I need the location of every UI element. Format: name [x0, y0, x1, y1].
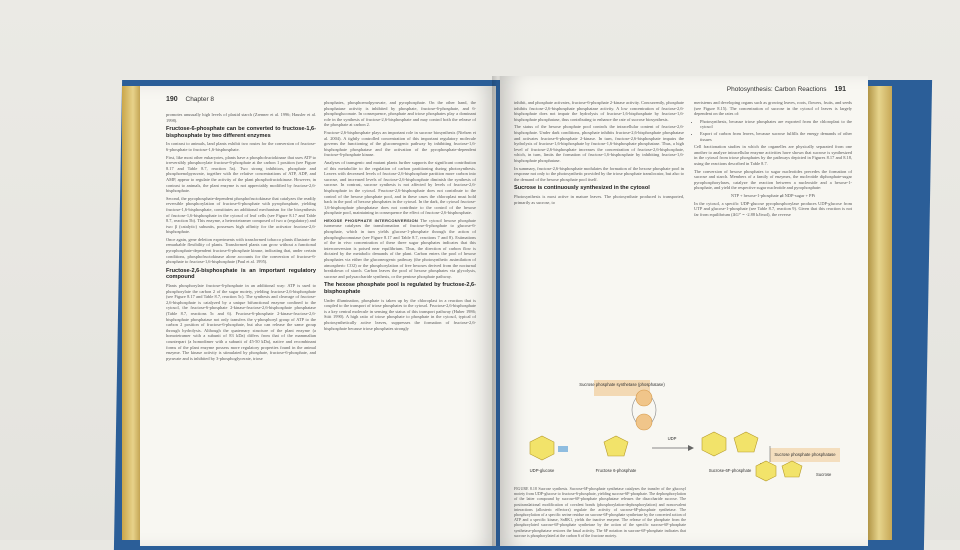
- udp-label: UDP: [667, 436, 677, 441]
- left-page: [140, 86, 496, 546]
- paragraph: Cell fractionation studies in which the organelles are physically separated from one another to analyze intracellular enzyme activities have shown that sucrose is synthesized in the cytosol from triose phosphates by the pathways depicted in Figures 8.17 and 8.18, using the reactions described in Table 8.7.: [694, 144, 852, 166]
- run-in-subhead: HEXOSE PHOSPHATE INTERCONVERSION: [324, 217, 419, 223]
- arrow-head-icon: [688, 445, 694, 451]
- enzyme1-label: Sucrose phosphate synthetase (phosphatase): [579, 382, 665, 387]
- left-column-1: [166, 112, 316, 363]
- sucrose-glucose-ring-icon: [756, 461, 776, 481]
- section-heading: Fructose-2,6-bisphosphate is an important regulatory compound: [166, 267, 316, 281]
- paragraph: meristems and developing organs such as growing leaves, roots, flowers, fruits, and seeds (see Figure 8.15). The concentration of sucrose in the cytosol of leaves is largely dependent on the rates of:: [694, 100, 852, 117]
- paragraph: In contrast to animals, land plants exhibit two routes for the conversion of fructose-6-phosphate to fructose-1,6-bisphosphate.: [166, 141, 316, 152]
- right-column-2: [694, 100, 852, 219]
- sucrose-6f-phosphate-label: Sucrose-6F-phosphate: [708, 468, 752, 473]
- sucrose-label: Sucrose: [816, 472, 832, 477]
- equation: NTP + hexose-1-phosphate ⇌ NDP-sugar + PPi: [730, 192, 816, 198]
- paragraph: Once again, gene deletion experiments with transformed tobacco plants illustrate the remarkable flexibility of plants. Transformed plants can grow without a functional pyrophosphate-dependent fructose-6-phosphate kinase, indicating that, under certain conditions, phosphofructokinase alone accounts for the conversion of fructose-6-phosphate to fructose-1,6-bisphosphate (Paul et al. 1995).: [166, 236, 316, 265]
- section-heading: The hexose phosphate pool is regulated by fructose-2,6-bisphosphate: [324, 282, 476, 295]
- sucrose-synthesis-figure: [512, 376, 862, 484]
- s6p-fructose-ring-icon: [734, 432, 758, 452]
- cycle-arrow: [652, 398, 656, 422]
- right-running-head: [727, 86, 846, 93]
- enzyme-inactive-icon: [636, 414, 652, 430]
- paragraph: [324, 218, 476, 280]
- right-page: [500, 76, 868, 546]
- paragraph: Under illumination, phosphate is taken up by the chloroplast in a reaction that is coupled to the transport of triose phosphates to the cytosol. Fructose-2,6-bisphosphate is a key central molecule in sensing the status of this transport pathway (Huber 1986; Stitt 1990). A high ratio of triose phosphate to phosphate in the cytosol, typical of photosynthetically active leaves, suppresses the formation of fructose-2,6-bisphosphate because triose phosphates strongly: [324, 297, 476, 331]
- section-heading: Sucrose is continuously synthesized in the cytosol: [514, 185, 650, 192]
- udp-group-icon: [558, 446, 568, 452]
- right-column-1: [514, 100, 684, 207]
- udp-glucose-label: UDP-glucose: [529, 468, 555, 473]
- s6p-glucose-ring-icon: [702, 432, 726, 456]
- section-heading: Fructose-6-phosphate can be converted to fructose-1,6-bisphosphate by two different enzymes: [166, 126, 316, 139]
- figure-caption: FIGURE 8.18 Sucrose synthesis. Sucrose-6F-phosphate synthetase catalyzes the transfer of the glucosyl moiety from UDP-glucose to fructose-6-phosphate, yielding sucrose-6F-phosphate. The dephosphorylation of the latter compound by sucrose-6F-phosphate phosphatase releases the disaccharide sucrose. The posttranslational modification of covalent bonds (phosphorylation-dephosphorylation) and noncovalent interactions (allosteric effectors) regulate the activity of sucrose-6F-phosphate synthetase. The phosphorylation of a specific serine residue on sucrose-6F-phosphate synthetase by the concerted action of ATP and a specific kinase, SnRK1, yields the inactive enzyme. The release of the phosphate from the phosphorylated sucrose-6F-phosphate synthetase by the action of the specific sucrose-6F-phosphate synthetase-phosphatase restores the basal activity. The 6F notation in sucrose-6F-phosphate indicates that sucrose is phosphorylated at the carbon 6 of the fructose moiety.: [514, 486, 686, 538]
- enzyme2-label: Sucrose phosphate phosphatase: [774, 452, 836, 457]
- running-title: Photosynthesis: Carbon Reactions: [726, 86, 827, 93]
- left-page-number: 190: [166, 96, 178, 103]
- paragraph: Second, the pyrophosphate-dependent phosphofructokinase that catalyzes the readily reversible phosphorylation of fructose-6-phosphate with pyrophosphate, yielding fructose-1,6-bisphosphate, constitutes an additional mechanism for the biosynthesis of fructose-1,6-bisphosphate in the cytosol of leaf cells (see Figure 8.17 and Table 8.7, reaction 5b). This enzyme, a heterotetramer composed of two α (regulatory) and two β (catalytic) subunits, possesses high affinity for the activator fructose-2,6-bisphosphate.: [166, 195, 316, 235]
- paragraph: In summary, fructose-2,6-bisphosphate modulates the formation of the hexose phosphate pool in response not only to the photosynthetic provided by the triose phosphate translocator, but also to the demand of the hexose phosphate pool itself.: [514, 165, 684, 182]
- enzyme-active-icon: [636, 390, 652, 406]
- paragraph: Plants phosphorylate fructose-6-phosphate in an additional way: ATP is used to phosphorylate the carbon 2 of the sugar moiety, yielding fructose-2,6-bisphosphate (see Figure 8.17 and Table 8.7, reaction 5c). The synthesis and cleavage of fructose-2,6-bisphosphate is catalyzed by a unique bifunctional enzyme confined to the cytosol, the fructose-6-phosphate 2-kinase-fructose-2,6-bisphosphate phosphatase (Table 8.7, reactions 5c and 6). Fructose-6-phosphate 2-kinase-fructose-2,6-bisphosphate phosphatase not only transfers the γ-phosphoryl group of ATP to the carbon 2 position of fructose-6-phosphate, but also can release the same group through hydrolysis. Although the quaternary structure of the plant enzyme (a homotetramer with a subunit of 83 kDa) differs from that of the mammalian counterpart (a homodimer with a subunit of 45-50 kDa), native and recombinant forms of the plant enzyme possess more regulatory properties found in the animal enzyme. The kinase activity is stimulated by phosphate, fructose-6-phosphate, and pyruvate and is inhibited by 3-phosphoglycerate, triose: [166, 283, 316, 361]
- cycle-arrow: [632, 398, 636, 422]
- bullet-list: [700, 119, 852, 142]
- paragraph: phosphates, phosphoenolpyruvate, and pyrophosphate. On the other hand, the phosphatase activity is inhibited by phosphate, fructose-6-phosphate, and 6-phosphogluconate. In consequence, phosphate and triose phosphates play a dominant role in the synthesis of fructose-2,6-bisphosphate and may control both the release of the phosphate at carbon 2.: [324, 100, 476, 128]
- right-page-number: 191: [834, 86, 846, 93]
- chapter-label: Chapter 8: [185, 96, 215, 103]
- paragraph: Fructose-2,6-bisphosphate plays an important role in sucrose biosynthesis (Nielsen et al. 2004). A tightly controlled concentration of this important regulatory molecule governs the functioning of the gluconeogenic pathway by inhibiting fructose-1,6-bisphosphate phosphatase and the activation of the pyrophosphate-dependent fructose-6-phosphate kinase.: [324, 129, 476, 158]
- paragraph: The status of the hexose phosphate pool controls the intracellular content of fructose-2,6-bisphosphate. Under dark conditions, phosphate inhibits fructose-2,6-bisphosphate phosphatase and activates fructose-6-phosphate 2-kinase. In turn, fructose-2,6-bisphosphate impairs the hydrolysis of fructose-1,6-bisphosphate by fructose-1,6-bisphosphate phosphatase. Thus, a high level of fructose-2,6-bisphosphate increases the concentration of fructose-2,6-bisphosphate, which, in turn, limits the formation of fructose-1,6-bisphosphate by inhibiting fructose-1,6-bisphosphate phosphatase.: [514, 124, 684, 163]
- left-running-head: [166, 96, 214, 103]
- udp-glucose-ring-icon: [530, 436, 554, 460]
- paragraph: Photosynthesis is most active in mature leaves. The photosynthate produced is transported, primarily as sucrose, to: [514, 193, 684, 205]
- paragraph: inhibit, and phosphate activates, fructose-6-phosphate 2-kinase activity. Concurrently, phosphate inhibits fructose-2,6-bisphosphate phosphatase activity. A low concentration of fructose-2,6-bisphosphate does not impair the hydrolysis of fructose-1,6-bisphosphate by fructose-1,6-bisphosphate phosphatase, thus contributing to enhance the rate of sucrose biosynthesis.: [514, 100, 684, 122]
- fructose-6-phosphate-label: Fructose 6-phosphate: [595, 468, 637, 473]
- page-edges-right: [866, 86, 892, 540]
- paragraph: promotes unusually high levels of plastid starch (Zrenner et al. 1996; Hausler et al. 1998).: [166, 112, 316, 123]
- sucrose-fructose-ring-icon: [782, 461, 802, 477]
- left-column-2: [324, 100, 476, 333]
- list-item: • Export of carbon from leaves, because sucrose fulfills the energy demands of other tissues: [700, 131, 852, 142]
- fructose-ring-icon: [604, 436, 628, 456]
- paragraph: The conversion of hexose phosphates to sugar nucleotides precedes the formation of sucrose and starch. Members of a family of enzymes, the nucleotide diphosphate-sugar pyrophosphorylases, catalyze the reaction between a nucleoside and a hexose-1-phosphate, and yield the respective sugar nucleotide and pyrophosphate:: [694, 168, 852, 191]
- paragraph: First, like most other eukaryotes, plants have a phosphofructokinase that uses ATP to irreversibly phosphorylate fructose-6-phosphate at the carbon 1 position (see Figure 8.17 and Table 8.7, reaction 5a). Two strong inhibitors, phosphate and phosphoenolpyruvate, together with the relative concentrations of ATP, ADP, and AMP, appear to regulate the activity of the plant phosphofructokinase. However, in contrast to animals, the plant enzyme is not appreciably modified by fructose-2,6-bisphosphate.: [166, 154, 316, 194]
- paragraph-text: The cytosol hexose phosphate isomerase catalyzes the transformation of fructose-6-phosphate to glucose-6-phosphate, which in turn yields glucose-1-phosphate through the action of phosphoglucomutase (see Figure 8.17 and Table 8.7, reactions 7 and 8). Estimations of the in vivo concentration of these three sugar phosphates indicates that this interconversion is poised near equilibrium. Thus, the direction of carbon flow is dictated by the metabolic demands of the plant. Carbon enters the pool of hexose phosphates via either the gluconeogenic pathway (the photosynthetic assimilation of atmospheric CO2) or the phosphorylation of free hexoses derived from the nocturnal breakdown of starch. Carbon leaves the pool of hexose phosphates via glycolysis, sucrose and polysaccharide synthesis, or the pentose phosphate pathway.: [324, 217, 476, 279]
- list-item: • Photosynthesis, because triose phosphates are exported from the chloroplast to the cytosol: [700, 119, 852, 130]
- paragraph: Analyses of transgenic and mutant plants further supports the significant contribution of this metabolite to the regulation of carbon partitioning during photosynthesis. Leaves with decreased levels of fructose-2,6-bisphosphate partition more carbon into sucrose, and increased levels of fructose-2,6-bisphosphate diminish the synthesis of sucrose. In contrast, sucrose synthesis is not affected by levels of fructose-2,6-bisphosphate in the cytosol. Fructose-2,6-bisphosphate does not contribute to the control of the hexose phosphate pool, and in these cases the chloroplast must hold back in the pool of hexose phosphates in the cytosol. In the dark, the cytosol fructose-1,6-bisphosphate phosphatase does not contribute to the control of the hexose phosphate pool, maintaining in consequence the effect of fructose-2,6-bisphosphate.: [324, 159, 476, 216]
- paragraph: In the cytosol, a specific UDP-glucose pyrophosphorylase produces UDP-glucose from UTP and glucose-1-phosphate (see Table 8.7, reaction 9). Given that this reaction is not far from equilibrium (ΔG°' = -2.88 kJ/mol), the reverse: [694, 200, 852, 217]
